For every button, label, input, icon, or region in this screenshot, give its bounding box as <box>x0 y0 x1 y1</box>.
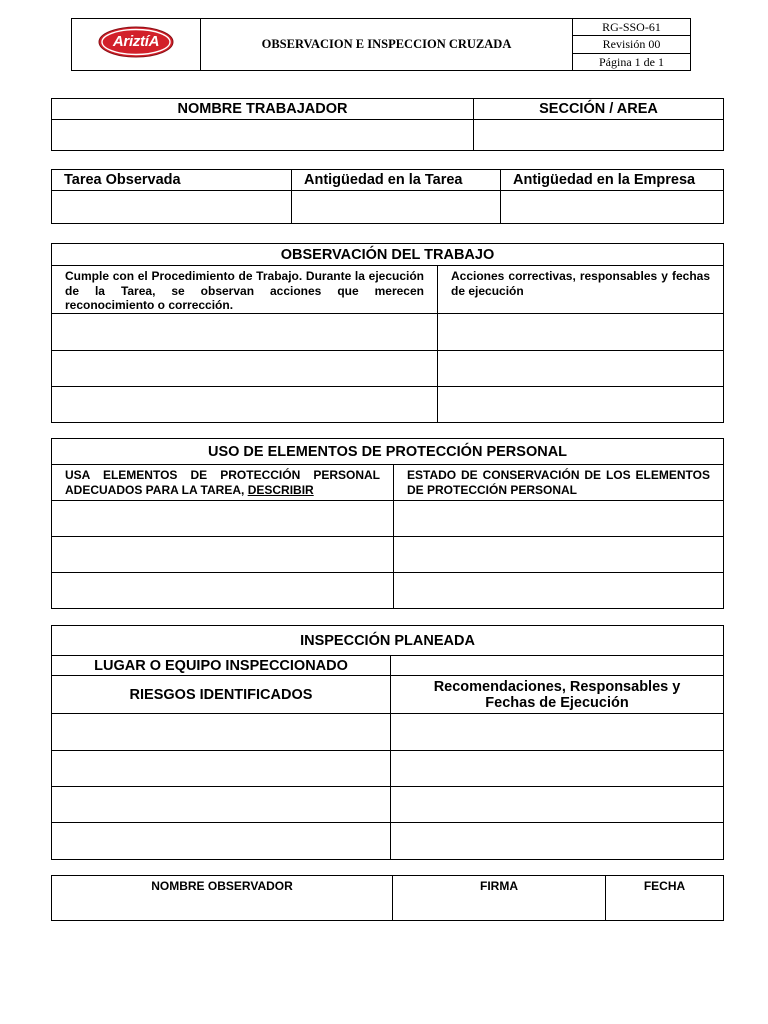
corrective-actions-header: Acciones correctivas, responsables y fechas de ejecución <box>438 266 724 314</box>
procedure-compliance-header: Cumple con el Procedimiento de Trabajo. Durante la ejecución de la Tarea, se observan acciones que merecen reconocimiento o corrección. <box>52 266 438 314</box>
date-field[interactable] <box>606 876 724 921</box>
signature-field[interactable] <box>393 876 606 921</box>
observer-name-label: NOMBRE OBSERVADOR <box>151 879 293 893</box>
recommendation-cell[interactable] <box>391 787 724 823</box>
ppe-condition-cell[interactable] <box>394 573 724 609</box>
document-header <box>71 18 691 71</box>
corrective-action-cell[interactable] <box>438 314 724 351</box>
ppe-condition-cell[interactable] <box>394 537 724 573</box>
recommendation-cell[interactable] <box>391 714 724 751</box>
ppe-describe-text: DESCRIBIR <box>247 482 314 497</box>
task-seniority-field[interactable] <box>292 191 501 224</box>
observer-signature-table <box>51 875 724 921</box>
company-logo <box>98 26 174 58</box>
section-area-field[interactable] <box>474 120 724 151</box>
ppe-condition-header: ESTADO DE CONSERVACIÓN DE LOS ELEMENTOS DE PROTECCIÓN PERSONAL <box>394 465 724 501</box>
company-seniority-label: Antigüedad en la Empresa <box>501 170 724 191</box>
risk-cell[interactable] <box>52 787 391 823</box>
observer-name-field[interactable] <box>52 876 393 921</box>
section-area-label: SECCIÓN / AREA <box>474 99 724 120</box>
document-revision: Revisión 00 <box>573 36 691 53</box>
planned-inspection-title: INSPECCIÓN PLANEADA <box>52 626 724 656</box>
ppe-usage-cell[interactable] <box>52 573 394 609</box>
ppe-usage-header <box>52 465 394 501</box>
ppe-usage-text: USA ELEMENTOS DE PROTECCIÓN PERSONAL ADECUADOS PARA LA TAREA, <box>65 468 380 497</box>
worker-table <box>51 98 724 151</box>
risk-cell[interactable] <box>52 714 391 751</box>
date-label: FECHA <box>643 879 686 893</box>
ppe-usage-cell[interactable] <box>52 537 394 573</box>
observed-task-label: Tarea Observada <box>52 170 292 191</box>
observed-task-field[interactable] <box>52 191 292 224</box>
document-title: OBSERVACION E INSPECCION CRUZADA <box>201 19 573 71</box>
observation-cell[interactable] <box>52 314 438 351</box>
ppe-table <box>51 438 724 609</box>
corrective-action-cell[interactable] <box>438 387 724 423</box>
worker-name-field[interactable] <box>52 120 474 151</box>
inspected-place-field[interactable] <box>391 656 724 676</box>
signature-label: FIRMA <box>480 879 518 893</box>
worker-name-label: NOMBRE TRABAJADOR <box>52 99 474 120</box>
ppe-condition-cell[interactable] <box>394 501 724 537</box>
task-seniority-label: Antigüedad en la Tarea <box>292 170 501 191</box>
document-code: RG-SSO-61 <box>573 19 691 36</box>
corrective-action-cell[interactable] <box>438 351 724 387</box>
recommendation-cell[interactable] <box>391 751 724 787</box>
ppe-usage-cell[interactable] <box>52 501 394 537</box>
work-observation-title: OBSERVACIÓN DEL TRABAJO <box>52 244 724 266</box>
document-page: Página 1 de 1 <box>573 53 691 70</box>
logo-text: AriztíA <box>112 33 160 50</box>
identified-risks-label: RIESGOS IDENTIFICADOS <box>52 676 391 714</box>
risk-cell[interactable] <box>52 823 391 860</box>
planned-inspection-table <box>51 625 724 860</box>
recommendations-label: Recomendaciones, Responsables y Fechas de Ejecución <box>391 676 724 714</box>
observation-cell[interactable] <box>52 387 438 423</box>
task-table <box>51 169 724 224</box>
work-observation-table <box>51 243 724 423</box>
observation-cell[interactable] <box>52 351 438 387</box>
risk-cell[interactable] <box>52 751 391 787</box>
logo-cell <box>72 19 201 71</box>
ppe-title: USO DE ELEMENTOS DE PROTECCIÓN PERSONAL <box>52 439 724 465</box>
inspected-place-label: LUGAR O EQUIPO INSPECCIONADO <box>52 656 391 676</box>
company-seniority-field[interactable] <box>501 191 724 224</box>
recommendation-cell[interactable] <box>391 823 724 860</box>
